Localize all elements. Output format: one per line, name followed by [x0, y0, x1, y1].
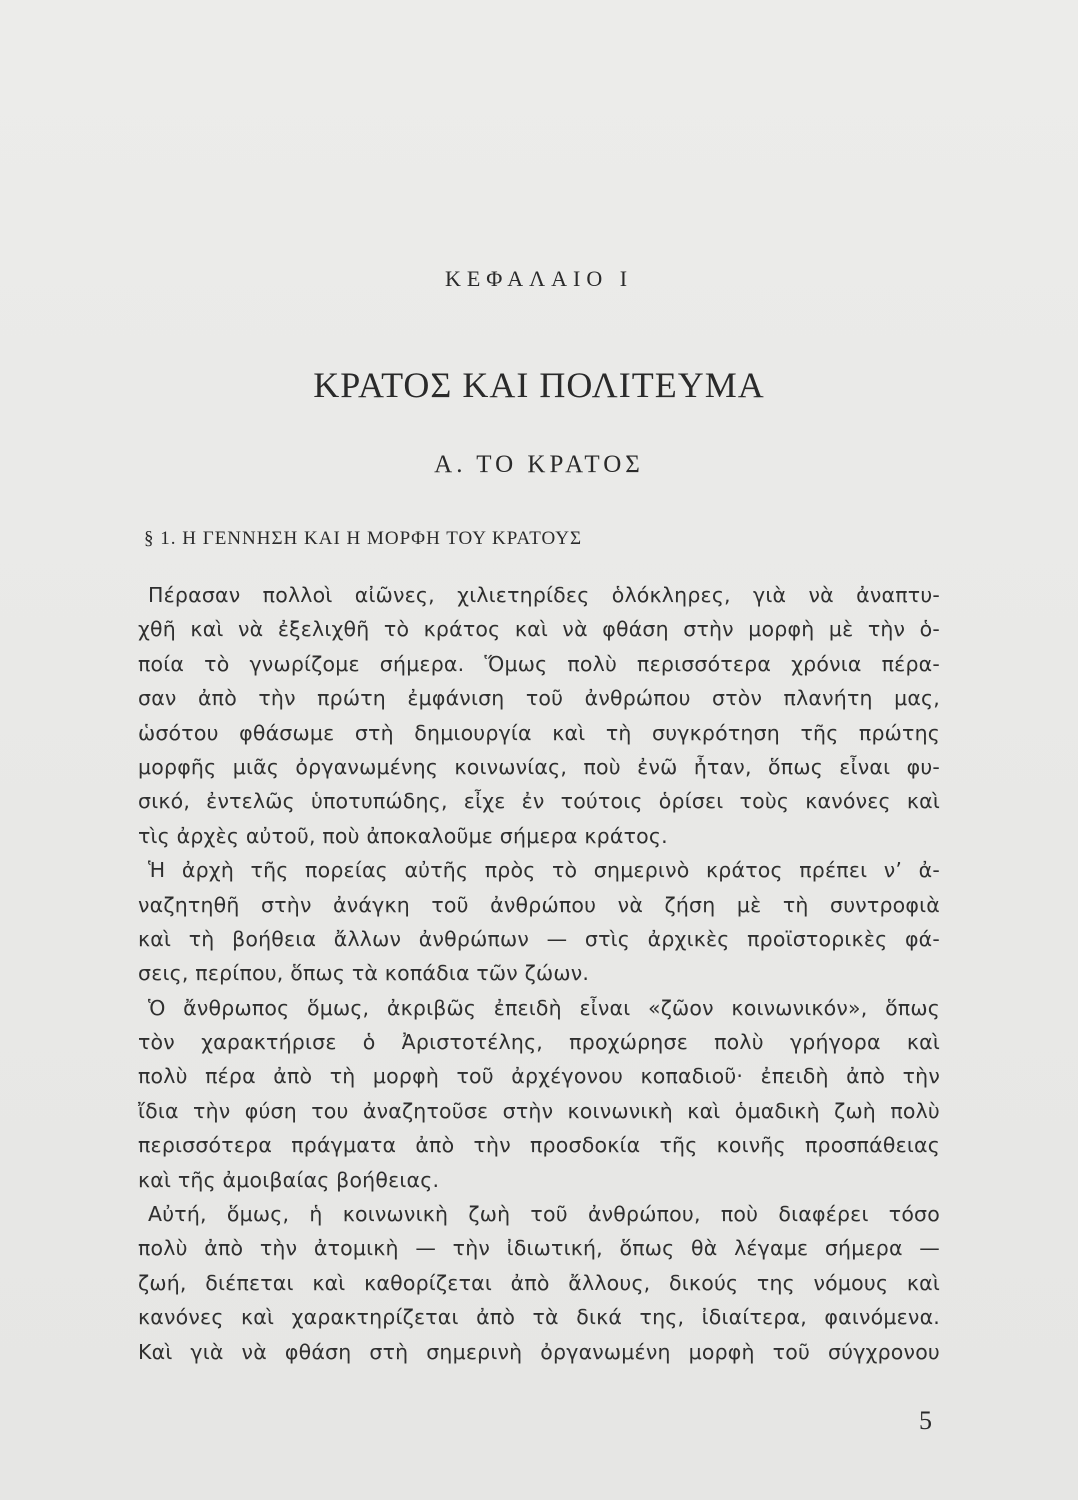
text-line: Ἡ ἀρχὴ τῆς πορείας αὐτῆς πρὸς τὸ σημερινὸ κράτος πρέπει ν’ ἀ-	[148, 858, 940, 883]
page-number: 5	[919, 1406, 932, 1435]
body-text	[138, 578, 940, 1369]
text-line: σαν ἀπὸ τὴν πρώτη ἐμφάνιση τοῦ ἀνθρώπου στὸν πλανήτη μας,	[138, 686, 940, 711]
text-line: κανόνες καὶ χαρακτηρίζεται ἀπὸ τὰ δικά της, ἰδιαίτερα, φαινόμενα.	[138, 1305, 940, 1330]
text-line: πολὺ ἀπὸ τὴν ἀτομικὴ — τὴν ἰδιωτική, ὅπως θὰ λέγαμε σήμερα —	[138, 1236, 940, 1261]
text-line: ἴδια τὴν φύση του ἀναζητοῦσε στὴν κοινωνικὴ καὶ ὁμαδικὴ ζωὴ πολὺ	[138, 1098, 940, 1123]
chapter-title: ΚΡΑΤΟΣ ΚΑΙ ΠΟΛΙΤΕΥΜΑ	[313, 365, 765, 405]
chapter-label: ΚΕΦΑΛΑΙΟ Ι	[444, 266, 634, 291]
text-line: σεις, περίπου, ὅπως τὰ κοπάδια τῶν ζώων.	[138, 961, 590, 986]
text-line: τὸν χαρακτήρισε ὁ Ἀριστοτέλης, προχώρησε πολὺ γρήγορα καὶ	[138, 1030, 940, 1055]
text-line: ναζητηθῆ στὴν ἀνάγκη τοῦ ἀνθρώπου νὰ ζήση μὲ τὴ συντροφιὰ	[138, 892, 940, 917]
text-line: Πέρασαν πολλοὶ αἰῶνες, χιλιετηρίδες ὁλόκληρες, γιὰ νὰ ἀναπτυ-	[148, 583, 940, 607]
text-line: χθῆ καὶ νὰ ἐξελιχθῆ τὸ κράτος καὶ νὰ φθάση στὴν μορφὴ μὲ τὴν ὁ-	[138, 617, 940, 642]
section-title: Α. ΤΟ ΚΡΑΤΟΣ	[434, 451, 644, 478]
text-line: ὡσότου φθάσωμε στὴ δημιουργία καὶ τὴ συγκρότηση τῆς πρώτης	[138, 720, 940, 745]
text-line: Καὶ γιὰ νὰ φθάση στὴ σημερινὴ ὀργανωμένη μορφὴ τοῦ σύγχρονου	[138, 1339, 940, 1364]
text-line: μορφῆς μιᾶς ὀργανωμένης κοινωνίας, ποὺ ἐνῶ ἦταν, ὅπως εἶναι φυ-	[138, 754, 940, 779]
text-line: Αὐτή, ὅμως, ἡ κοινωνικὴ ζωὴ τοῦ ἀνθρώπου, ποὺ διαφέρει τόσο	[148, 1202, 940, 1227]
text-line: καὶ τῆς ἀμοιβαίας βοήθειας.	[138, 1167, 440, 1192]
text-line: τὶς ἀρχὲς αὐτοῦ, ποὺ ἀποκαλοῦμε σήμερα κράτος.	[138, 823, 668, 848]
text-line: περισσότερα πράγματα ἀπὸ τὴν προσδοκία τῆς κοινῆς προσπάθειας	[138, 1133, 940, 1158]
text-line: πολὺ πέρα ἀπὸ τὴ μορφὴ τοῦ ἀρχέγονου κοπαδιοῦ· ἐπειδὴ ἀπὸ τὴν	[138, 1064, 940, 1089]
subsection-title: § 1. Η ΓΕΝΝΗΣΗ ΚΑΙ Η ΜΟΡΦΗ ΤΟΥ ΚΡΑΤΟΥΣ	[144, 528, 583, 549]
text-line: σικό, ἐντελῶς ὑποτυπώδης, εἶχε ἐν τούτοις ὁρίσει τοὺς κανόνες καὶ	[138, 789, 940, 814]
text-line: καὶ τὴ βοήθεια ἄλλων ἀνθρώπων — στὶς ἀρχικὲς προϊστορικὲς φά-	[138, 926, 940, 951]
text-line: ποία τὸ γνωρίζομε σήμερα. Ὅμως πολὺ περισσότερα χρόνια πέρα-	[138, 651, 940, 676]
text-line: ζωή, διέπεται καὶ καθορίζεται ἀπὸ ἄλλους, δικούς της νόμους καὶ	[138, 1270, 940, 1295]
text-line: Ὁ ἄνθρωπος ὅμως, ἀκριβῶς ἐπειδὴ εἶναι «ζῶον κοινωνικόν», ὅπως	[148, 995, 940, 1020]
